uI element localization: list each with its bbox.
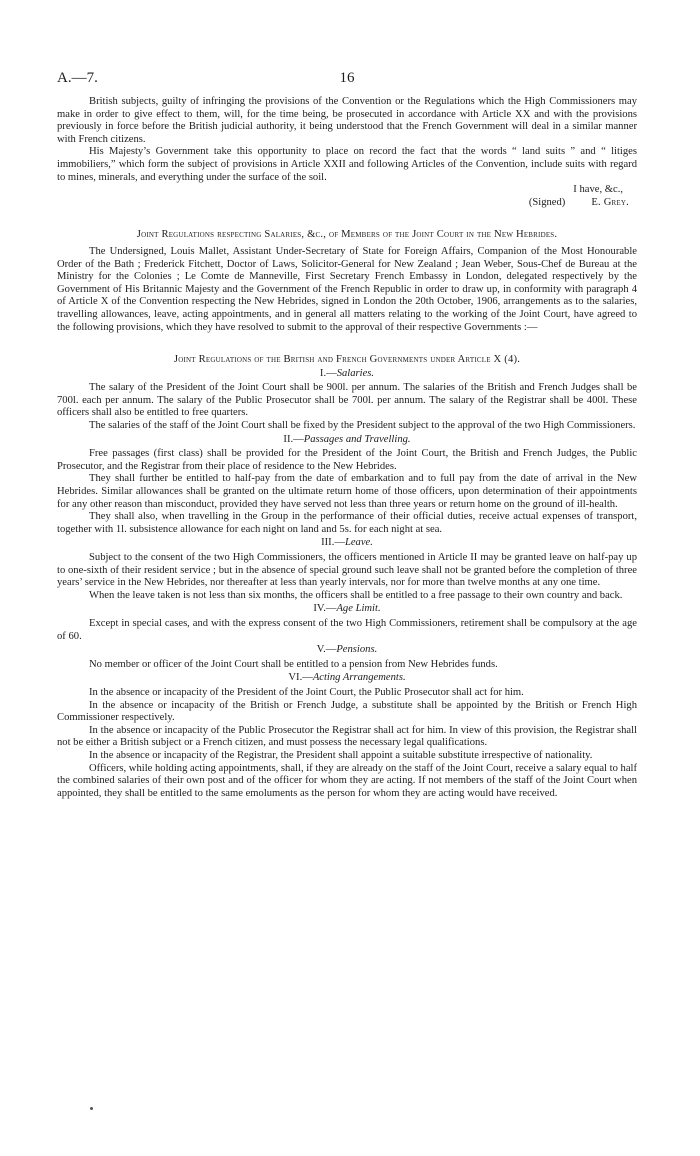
paragraph: The salary of the President of the Joint Court shall be 900l. per annum. The salaries of the British and French Judges shall be 700l. each per annum. The salary of the Public Prosecutor shall be 700l. per annum. The salary of the Registrar shall be 400l. These officers shall also be entitled to free quarters. <box>57 382 637 419</box>
paragraph: His Majesty’s Government take this opportunity to place on record the fact that the words “ land suits ” and “ litiges immobiliers,” which form the subject of provisions in Article XXII and following Articles of the Convention, include suits with regard to mines, minerals, and everything under the surface of the soil. <box>57 146 637 183</box>
paragraph: In the absence or incapacity of the British or French Judge, a substitute shall be appointed by the British or French High Commissioner respectively. <box>57 699 637 724</box>
document-reference: A.—7. <box>57 70 98 86</box>
paragraph: The salaries of the staff of the Joint Court shall be fixed by the President subject to the approval of the two High Commissioners. <box>89 420 636 432</box>
paragraph: They shall further be entitled to half-pay from the date of embarkation and to full pay from the date of arrival in the New Hebrides. Similar allowances shall be granted on the ultimate return home of those officers, upon determination of their appointments for any other reason than misconduct, provided they have served not less than three years or return home on the ground of ill-health. <box>57 473 637 510</box>
article-heading: VI.—Acting Arrangements. <box>288 672 406 684</box>
section-title: Joint Regulations respecting Salaries, &c., of Members of the Joint Court in the New Hebrides. <box>136 229 558 241</box>
scan-speck <box>90 1107 93 1110</box>
article-heading: III.—Leave. <box>321 537 373 549</box>
paragraph: They shall also, when travelling in the Group in the performance of their official duties, receive actual expenses of transport, together with 1l. subsistence allowance for each night on land and 5s. for each night at sea. <box>57 511 637 535</box>
article-heading: I.—Salaries. <box>319 367 375 379</box>
article-heading: IV.—Age Limit. <box>313 603 381 615</box>
paragraph: No member or officer of the Joint Court shall be entitled to a pension from New Hebrides funds. <box>89 658 498 670</box>
paragraph: When the leave taken is not less than six months, the officers shall be entitled to a free passage to their own country and back. <box>89 589 623 601</box>
section-title: Joint Regulations of the British and French Governments under Article X (4). <box>173 354 521 366</box>
paragraph: British subjects, guilty of infringing the provisions of the Convention or the Regulations which the High Commissioners may make in order to give effect to them, will, for the time being, be prosecuted in accordance with Article XX and with the provisions previously in force before the British judicial authority, it being understood that the French Government will deal in a similar manner with French citizens. <box>57 96 637 145</box>
article-heading: V.—Pensions. <box>316 644 378 656</box>
paragraph: Officers, while holding acting appointments, shall, if they are already on the staff of the Joint Court, receive a salary equal to half the combined salaries of their own post and of the officer for whom they are acting. If not members of the staff of the Joint Court when appointed, they shall be entitled to the same emoluments as the person for whom they are acting would have received. <box>57 762 637 799</box>
document-page <box>57 70 637 800</box>
page-header <box>57 70 637 96</box>
closing-formula: I have, &c., <box>573 184 623 196</box>
signed-label: (Signed) <box>528 196 566 208</box>
paragraph: In the absence or incapacity of the Registrar, the President shall appoint a suitable substitute irrespective of nationality. <box>89 749 593 761</box>
page-number: 16 <box>339 70 355 86</box>
paragraph: Except in special cases, and with the express consent of the two High Commissioners, retirement shall be compulsory at the age of 60. <box>57 617 637 642</box>
letter-closing <box>57 184 637 209</box>
signature-line <box>57 197 637 210</box>
paragraph: In the absence or incapacity of the President of the Joint Court, the Public Prosecutor shall act for him. <box>89 686 524 698</box>
paragraph: Subject to the consent of the two High Commissioners, the officers mentioned in Article II may be granted leave on half-pay up to one-sixth of their resident service ; but in the absence of special ground such leave shall not be granted before the completion of three years’ service in the New Hebrides, nor thereafter at less than yearly intervals, nor for more than twelve months at any one time. <box>57 552 637 589</box>
paragraph: Free passages (first class) shall be provided for the President of the Joint Court, the British and French Judges, the Public Prosecutor, and the Registrar from their place of residence to the New Hebrides. <box>57 448 637 472</box>
signatory-name: E. Grey. <box>591 196 629 208</box>
article-heading: II.—Passages and Travelling. <box>283 433 411 445</box>
paragraph: In the absence or incapacity of the Public Prosecutor the Registrar shall act for him. In view of this provision, the Registrar shall not be either a British subject or a French citizen, and must possess the necessary legal qualifications. <box>57 724 637 749</box>
paragraph: The Undersigned, Louis Mallet, Assistant Under-Secretary of State for Foreign Affairs, Companion of the Most Honourable Order of the Bath ; Frederick Fitchett, Doctor of Laws, Solicitor-General for New Zealand ; Jean Weber, Sous-Chef de Bureau at the Ministry for the Colonies ; Le Comte de Manneville, First Secretary French Embassy in London, delegated respectively by the Government of His Britannic Majesty and the Government of the French Republic in order to draw up, in conformity with paragraph 4 of Article X of the Convention respecting the New Hebrides, signed in London the 20th October, 1906, arrangements as to the salaries, travelling allowances, leave, acting appointments, and in general all matters relating to the working of the Joint Court, have agreed to the following provisions, which they have resolved to submit to the approval of their respective Governments :— <box>57 245 637 333</box>
letter-body <box>57 96 637 209</box>
